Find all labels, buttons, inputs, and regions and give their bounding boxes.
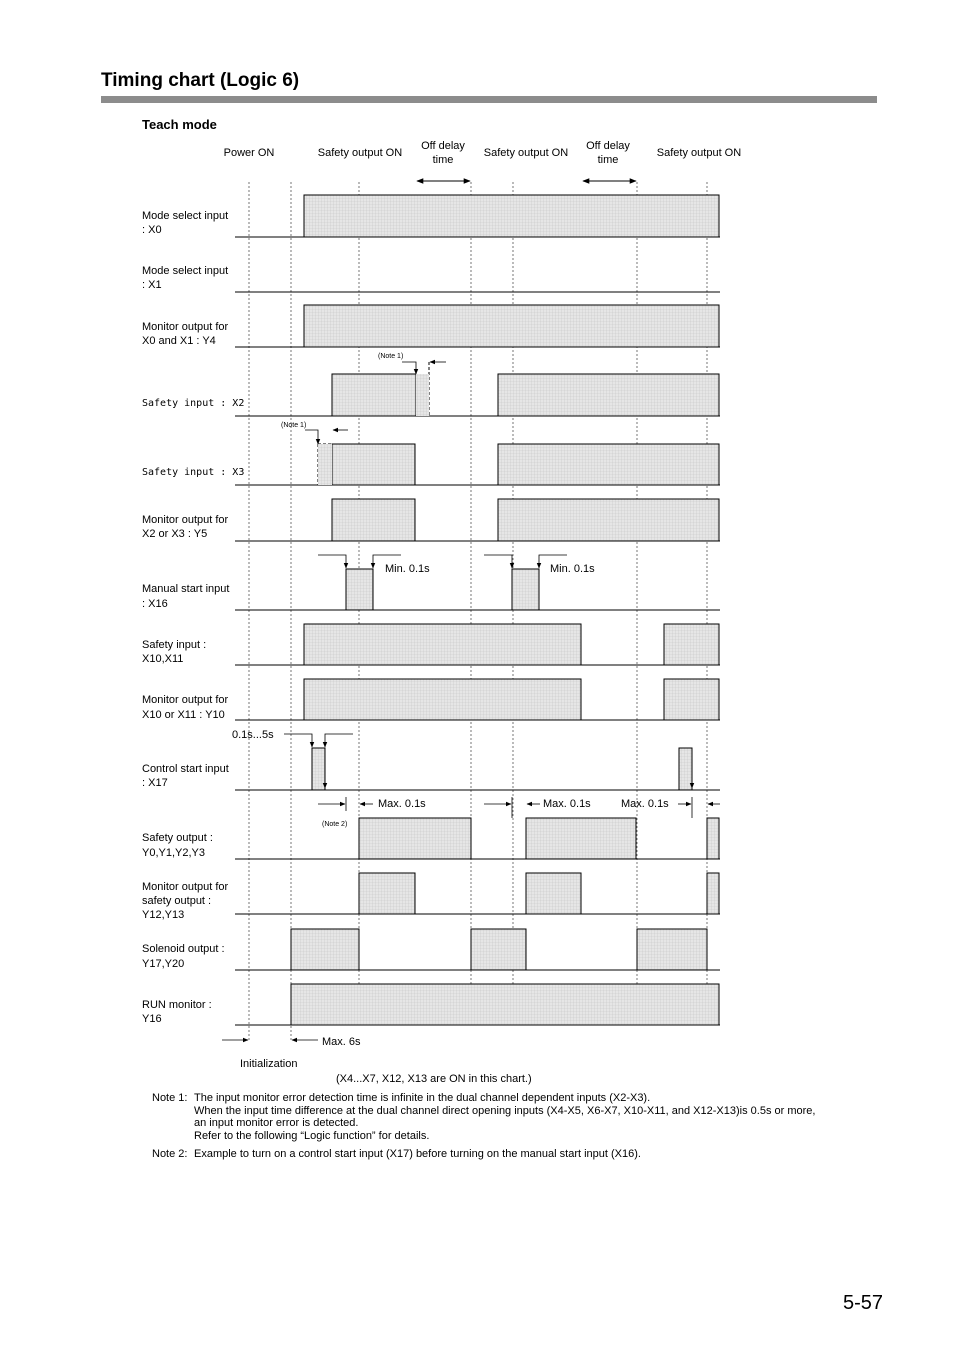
signal-label-y12-y13-line3: Y12,Y13 <box>142 909 185 921</box>
note-1-label: Note 1: <box>152 1092 188 1104</box>
max-time-label-1: Max. 0.1s <box>378 798 426 810</box>
note-1-line: an input monitor error is detected. <box>194 1117 359 1129</box>
signal-label-x0: Mode select input <box>142 210 229 222</box>
signal-label-y10-line2: X10 or X11 : Y10 <box>142 709 225 721</box>
signal-label-y16: RUN monitor : <box>142 999 212 1011</box>
note-1-line: The input monitor error detection time is infinite in the dual channel dependent inputs (X2-X3). <box>194 1092 651 1104</box>
header-safety-output-on-1: Safety output ON <box>317 147 403 159</box>
signal-label-x10-x11: Safety input : <box>142 639 207 651</box>
header-safety-output-on-2: Safety output ON <box>483 147 569 159</box>
note1-marker-x3: (Note 1) <box>281 422 307 429</box>
range-label: 0.1s...5s <box>232 729 274 741</box>
note2-marker: (Note 2) <box>322 821 348 828</box>
signal-label-x17-line2: : X17 <box>142 777 168 789</box>
max-6s-label: Max. 6s <box>322 1036 361 1048</box>
signal-label-x16: Manual start input <box>142 583 230 595</box>
signal-label-y10: Monitor output for <box>142 694 229 706</box>
max-time-label-3: Max. 0.1s <box>621 798 669 810</box>
header-off-delay-2-line2: time <box>597 154 619 166</box>
signal-label-x17: Control start input <box>142 763 229 775</box>
signal-label-y4: Monitor output for <box>142 321 229 333</box>
note-2-line: Example to turn on a control start input (X17) before turning on the manual start input (X16). <box>194 1148 641 1160</box>
section-heading: Teach mode <box>142 117 217 132</box>
signal-label-y0-y3-line2: Y0,Y1,Y2,Y3 <box>142 847 205 859</box>
signal-label-y4-line2: X0 and X1 : Y4 <box>142 335 216 347</box>
header-safety-output-on-3: Safety output ON <box>656 147 742 159</box>
signal-label-y16-line2: Y16 <box>142 1013 162 1025</box>
signal-label-y17-y20: Solenoid output : <box>142 943 225 955</box>
signal-label-y17-y20-line2: Y17,Y20 <box>142 958 185 970</box>
header-off-delay-1: Off delay <box>421 140 465 152</box>
header-power-on: Power ON <box>223 147 275 159</box>
max-time-label-2: Max. 0.1s <box>543 798 591 810</box>
notes <box>152 1092 852 1167</box>
note-2-label: Note 2: <box>152 1148 188 1160</box>
note-2-body <box>194 1148 641 1161</box>
note-1-body <box>194 1092 815 1142</box>
header-off-delay-2: Off delay <box>586 140 630 152</box>
note-1 <box>152 1092 852 1142</box>
min-time-label-1: Min. 0.1s <box>385 563 430 575</box>
signal-label-x3: Safety input : X3 <box>142 467 245 478</box>
page-title: Timing chart (Logic 6) <box>101 70 300 91</box>
note-1-line: Refer to the following “Logic function” for details. <box>194 1129 430 1142</box>
header-off-delay-1-line2: time <box>432 154 454 166</box>
signal-label-y5-line2: X2 or X3 : Y5 <box>142 528 208 540</box>
signal-label-x0-line2: : X0 <box>142 224 162 236</box>
signal-label-y12-y13-line2: safety output : <box>142 895 212 907</box>
chart-note: (X4...X7, X12, X13 are ON in this chart.) <box>336 1073 532 1085</box>
note1-marker-x2: (Note 1) <box>378 353 404 360</box>
initialization-label: Initialization <box>240 1058 298 1070</box>
note-1-line: When the input time difference at the dual channel direct opening inputs (X4-X5, X6-X7, X10-X11, and X12-X13)is 0.5s or more, <box>194 1104 816 1117</box>
signal-label-x16-line2: : X16 <box>142 598 168 610</box>
page-number: 5-57 <box>843 1292 884 1314</box>
signal-label-y5: Monitor output for <box>142 514 229 526</box>
note-2 <box>152 1148 852 1161</box>
min-time-label-2: Min. 0.1s <box>550 563 595 575</box>
signal-label-y0-y3: Safety output : <box>142 832 213 844</box>
signal-label-x2: Safety input : X2 <box>142 398 245 409</box>
signal-label-x1-line2: : X1 <box>142 279 162 291</box>
signal-label-x1: Mode select input <box>142 265 229 277</box>
signal-label-y12-y13: Monitor output for <box>142 881 229 893</box>
signal-label-x10-x11-line2: X10,X11 <box>142 653 184 665</box>
